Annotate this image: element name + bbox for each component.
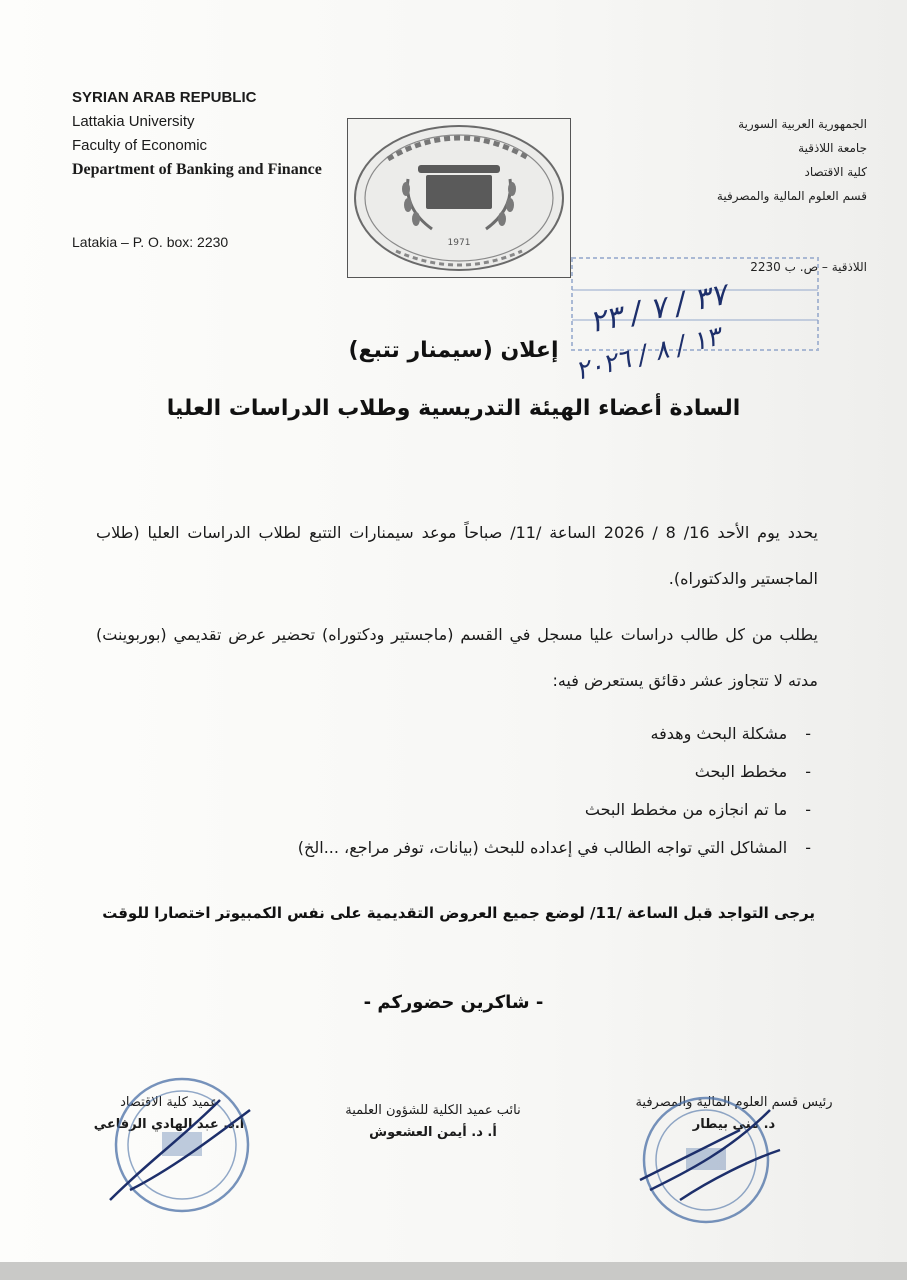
signatory-name: أ.د. عبد الهادي الرفاعي bbox=[93, 1117, 245, 1132]
pobox-ar: اللاذقية – ص. ب 2230 bbox=[750, 260, 867, 274]
country-ar: الجمهورية العربية السورية bbox=[738, 117, 867, 131]
presentation-topics-list bbox=[111, 720, 811, 872]
svg-text:1971: 1971 bbox=[447, 238, 471, 248]
signatory-name: أ. د. أيمن العشعوش bbox=[369, 1125, 497, 1140]
closing-thanks: - شاكرين حضوركم - bbox=[363, 992, 544, 1013]
handwritten-reference bbox=[540, 270, 760, 380]
announcement-addressees: السادة أعضاء الهيئة التدريسية وطلاب الدراسات العليا bbox=[166, 396, 741, 421]
letterhead-english bbox=[72, 86, 332, 182]
department-ar: قسم العلوم المالية والمصرفية bbox=[716, 189, 867, 203]
department-en: Department of Banking and Finance bbox=[72, 161, 322, 178]
dean-seal bbox=[100, 1070, 265, 1220]
signatory-role: نائب عميد الكلية للشؤون العلمية bbox=[345, 1103, 521, 1118]
table-surface bbox=[0, 1262, 907, 1280]
list-item: - ما تم انجازه من مخطط البحث bbox=[111, 796, 811, 834]
university-en: Lattakia University bbox=[72, 113, 195, 130]
signatory-role: رئيس قسم العلوم المالية والمصرفية bbox=[635, 1095, 833, 1110]
svg-text:٣٧ / ٧ / ٢٣: ٣٧ / ٧ / ٢٣ bbox=[586, 277, 730, 341]
faculty-ar: كلية الاقتصاد bbox=[804, 165, 867, 179]
signatory-role: عميد كلية الاقتصاد bbox=[120, 1095, 218, 1110]
faculty-en: Faculty of Economic bbox=[72, 137, 208, 154]
paragraph-presentation-request: يطلب من كل طالب دراسات عليا مسجل في القسم (ماجستير ودكتوراه) تحضير عرض تقديمي (بوربوينت) مدته لا تتجاوز عشر دقائق يستعرض فيه: bbox=[96, 625, 818, 690]
signatory-name: د. منى بيطار bbox=[692, 1117, 776, 1132]
university-logo bbox=[347, 118, 571, 278]
signature-vice-dean bbox=[318, 1100, 548, 1144]
svg-text:١٣ / ٨ / ٢٠٢٦: ١٣ / ٨ / ٢٠٢٦ bbox=[572, 321, 724, 380]
pobox-en: Latakia – P. O. box: 2230 bbox=[72, 234, 229, 250]
announcement-title: إعلان (سيمنار تتبع) bbox=[348, 338, 559, 363]
department-seal bbox=[620, 1090, 790, 1230]
attendance-note: يرجى التواجد قبل الساعة /11/ لوضع جميع العروض التقديمية على نفس الكمبيوتر اختصارا للوقت bbox=[102, 904, 815, 922]
list-item: - مخطط البحث bbox=[111, 758, 811, 796]
letterhead-arabic bbox=[627, 112, 867, 208]
paragraph-seminar-date: يحدد يوم الأحد 16/ 8 / 2026 الساعة /11/ صباحاً موعد سيمنارات التتبع لطلاب الدراسات العليا (طلاب الماجستير والدكتوراه). bbox=[96, 523, 818, 588]
list-item: - مشكلة البحث وهدفه bbox=[111, 720, 811, 758]
country-en: SYRIAN ARAB REPUBLIC bbox=[72, 89, 257, 106]
university-ar: جامعة اللاذقية bbox=[798, 141, 867, 155]
list-item: - المشاكل التي تواجه الطالب في إعداده للبحث (بيانات، توفر مراجع، ...الخ) bbox=[111, 834, 811, 872]
